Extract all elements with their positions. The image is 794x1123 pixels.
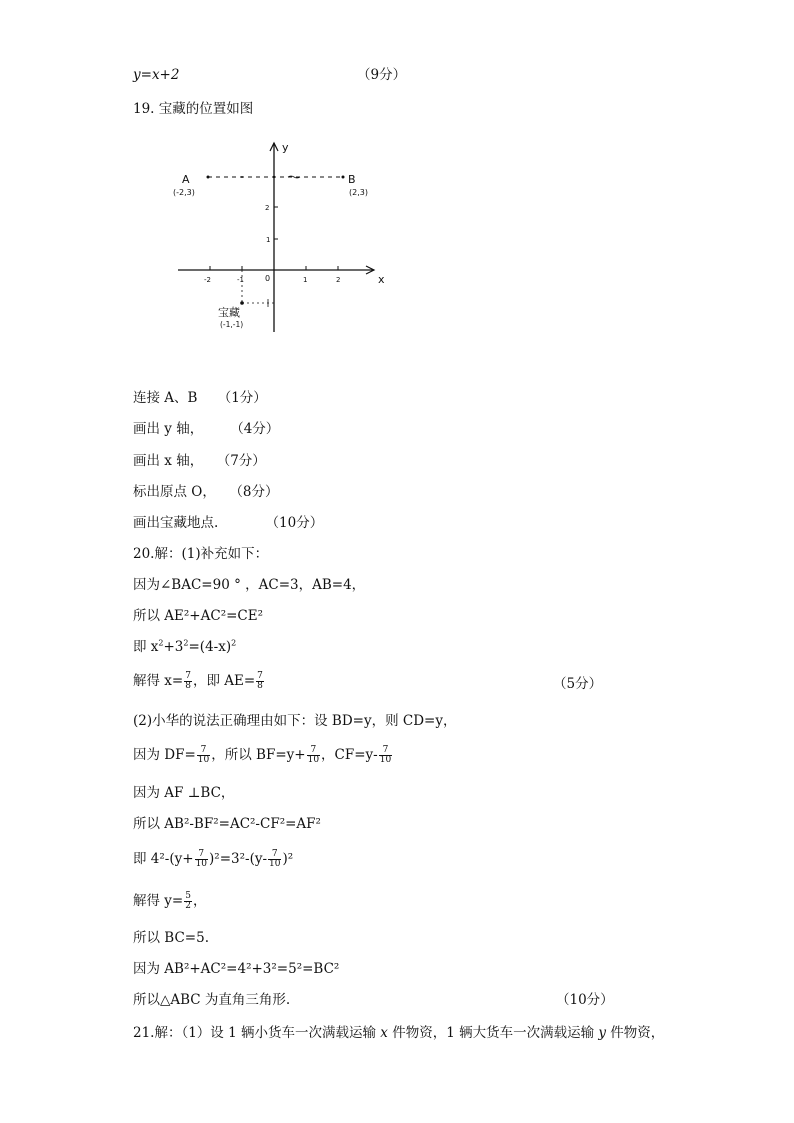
fraction-7-10: $\frac{7}{10}$ <box>197 745 210 765</box>
solution-line: 因为 AB²+AC²=4²+3²=5²=BC² <box>133 961 340 977</box>
step-mark-origin: 标出原点 O， （8分） <box>133 484 279 500</box>
treasure-dot <box>240 301 244 305</box>
fraction-7-10: $\frac{7}{10}$ <box>195 849 208 869</box>
solution-line: 所以 AE²+AC²=CE² <box>133 608 264 624</box>
solution-line: 解得 x= $\frac{7}{8}$ ，即 AE= $\frac{7}{8}$ <box>133 671 263 691</box>
solution-line: 因为 DF= $\frac{7}{10}$ ，所以 BF=y+ $\frac{7}{10}$ ，CF=y- $\frac{7}{10}$ <box>133 745 392 765</box>
step-connect-ab: 连接 A、B （1分） <box>133 390 267 406</box>
x-axis-label: x <box>378 273 385 286</box>
point-b-coord: (2,3) <box>349 188 368 197</box>
solution-line: 因为 AF ⊥BC， <box>133 785 235 801</box>
point-b-label: B <box>348 173 356 186</box>
solution-line: 即 4²-(y+ $\frac{7}{10}$ )²=3²-(y- $\frac{7}{10}$ )² <box>133 849 294 869</box>
question-19-heading: 19. 宝藏的位置如图 <box>133 101 254 117</box>
treasure-coord: (-1,-1) <box>220 320 244 329</box>
y-axis-label: y <box>282 141 289 154</box>
step-draw-y-axis: 画出 y 轴， （4分） <box>133 421 280 437</box>
tick-label-y-1: 1 <box>266 236 271 244</box>
point-b-dot <box>342 176 345 179</box>
step-draw-x-axis: 画出 x 轴， （7分） <box>133 453 266 469</box>
fraction-7-8: $\frac{7}{8}$ <box>257 671 263 691</box>
question-21-heading: 21.解：（1）设 1 辆小货车一次满载运输 x 件物资，1 辆大货车一次满载运输 y 件物资， <box>133 1025 665 1041</box>
solution-line: 解得 y= $\frac{5}{2}$ ， <box>133 891 207 911</box>
point-a-coord: (-2,3) <box>173 188 195 197</box>
tick-label-y-2: 2 <box>265 204 270 212</box>
solution-line: 因为∠BAC=90 ° ，AC=3，AB=4， <box>133 577 366 593</box>
step-mark-treasure: 画出宝藏地点. （10分） <box>133 515 324 531</box>
score-label: （9分） <box>357 67 407 83</box>
point-a-label: A <box>182 173 190 186</box>
tick-label-x-2: 2 <box>336 276 341 284</box>
tick-label-x-minus-1: -1 <box>237 276 244 284</box>
question-20-heading: 20.解：(1)补充如下： <box>133 546 269 562</box>
fraction-7-8: $\frac{7}{8}$ <box>185 671 191 691</box>
tick-label-x-minus-2: -2 <box>204 276 211 284</box>
tick-label-x-1: 1 <box>303 276 308 284</box>
origin-label: 0 <box>265 274 271 283</box>
solution-line: 所以△ABC 为直角三角形. <box>133 992 291 1008</box>
treasure-label: 宝藏 <box>218 306 240 319</box>
solution-line: 所以 BC=5. <box>133 930 209 946</box>
solution-line: 即 $x^2+3^2=(4-x)^2$ <box>133 638 237 655</box>
score-label: （5分） <box>553 676 603 692</box>
fraction-7-10: $\frac{7}{10}$ <box>379 745 392 765</box>
solution-line: 所以 AB²-BF²=AC²-CF²=AF² <box>133 816 321 832</box>
score-label: （10分） <box>556 992 614 1008</box>
coordinate-figure <box>140 127 420 347</box>
fraction-5-2: $\frac{5}{2}$ <box>185 891 191 911</box>
point-a-dot <box>207 176 210 179</box>
fraction-7-10: $\frac{7}{10}$ <box>269 849 281 869</box>
solution-line: (2)小华的说法正确理由如下：设 BD=y，则 CD=y， <box>133 713 457 729</box>
equation-line: y=x+2 <box>133 67 180 83</box>
fraction-7-10: $\frac{7}{10}$ <box>307 745 320 765</box>
